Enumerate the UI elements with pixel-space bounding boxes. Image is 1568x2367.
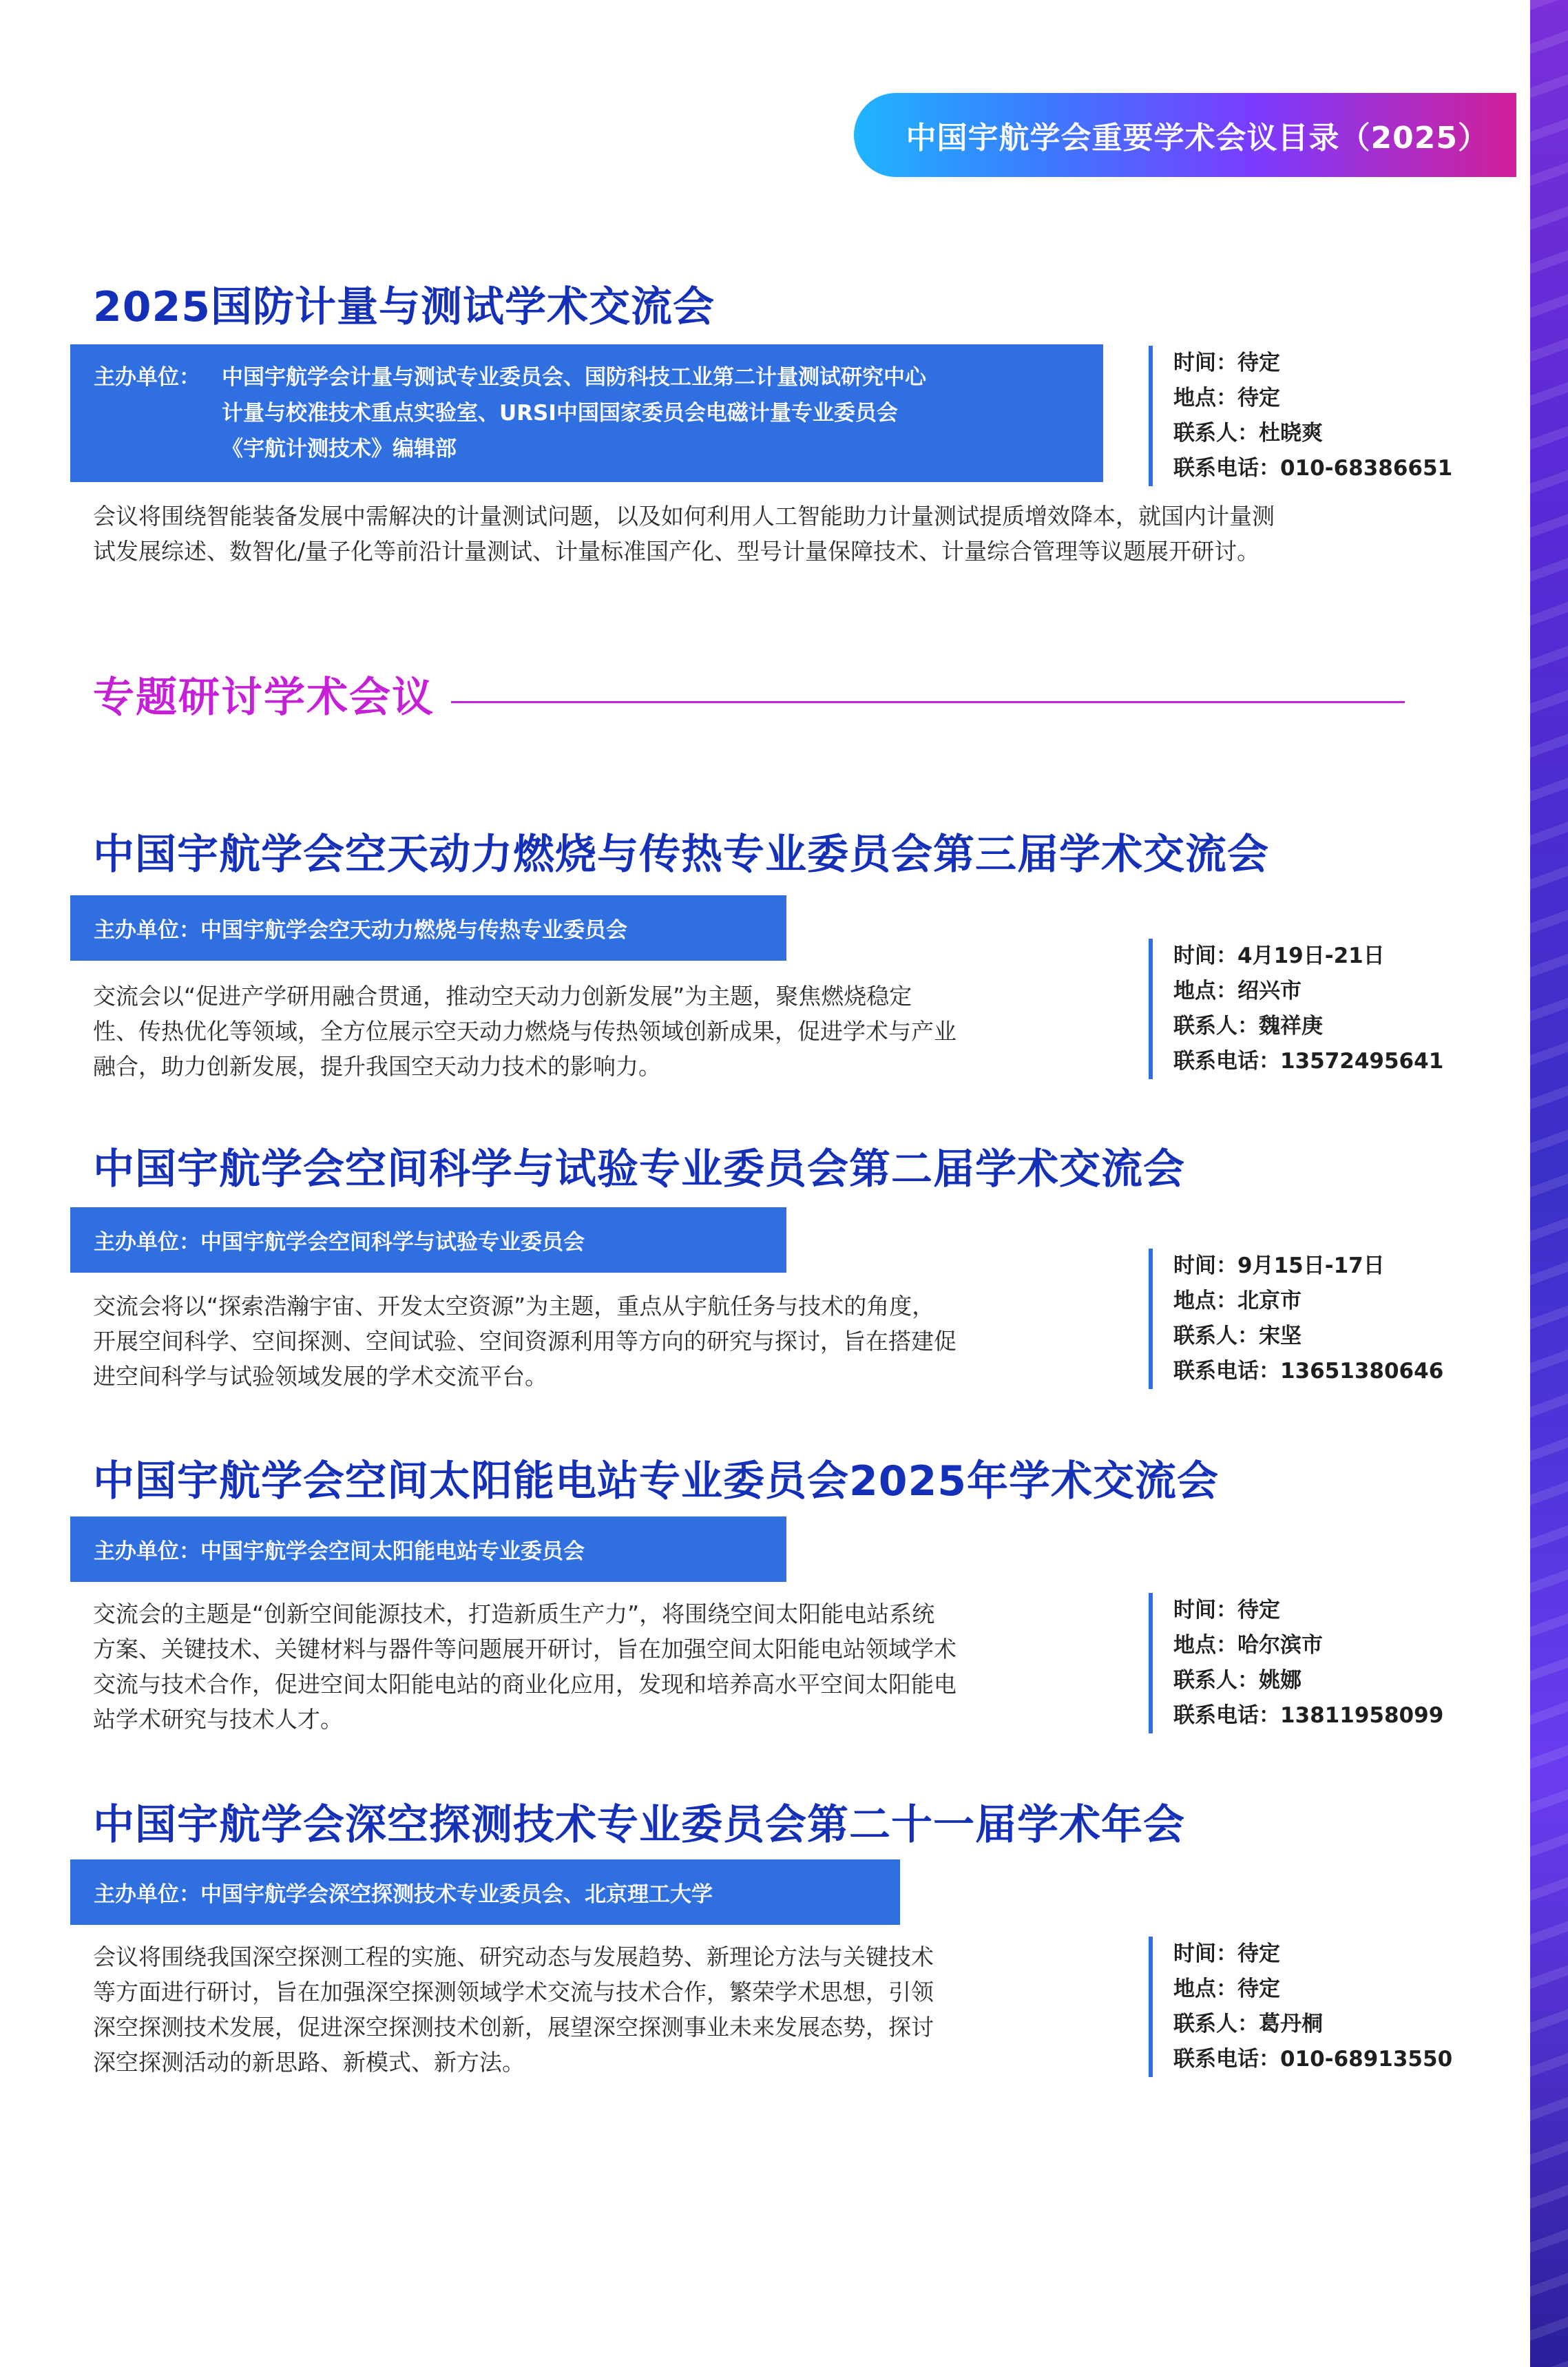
phone-text: 联系电话：010-68386651	[1173, 456, 1453, 481]
conference-description	[93, 1289, 1126, 1394]
phone-text: 联系电话：13651380646	[1173, 1359, 1444, 1384]
decorative-side-strip	[1530, 0, 1568, 2367]
contact-text: 联系人：杜晓爽	[1173, 421, 1323, 446]
time-text: 时间：4月19日-21日	[1173, 943, 1385, 968]
conference-description	[93, 979, 1126, 1084]
contact-text: 联系人：姚娜	[1173, 1668, 1302, 1693]
contact-text: 联系人：魏祥庚	[1173, 1014, 1323, 1039]
info-panel	[1149, 346, 1452, 486]
phone-text: 联系电话：13572495641	[1173, 1049, 1444, 1074]
time-text: 时间：9月15日-17日	[1173, 1253, 1385, 1278]
host-box	[70, 1207, 786, 1273]
description-line: 会议将围绕智能装备发展中需解决的计量测试问题，以及如何利用人工智能助力计量测试提质增效降本，就国内计量测	[93, 503, 1275, 530]
header-banner	[854, 93, 1516, 177]
conference-description	[93, 1596, 1126, 1737]
host-text: 主办单位：中国宇航学会深空探测技术专业委员会、北京理工大学	[94, 1882, 713, 1907]
time-text: 时间：待定	[1173, 1941, 1280, 1966]
host-line: 中国宇航学会计量与测试专业委员会、国防科技工业第二计量测试研究中心	[222, 365, 926, 390]
phone-text: 联系电话：010-68913550	[1173, 2047, 1453, 2072]
section-divider	[451, 701, 1405, 703]
place-text: 地点：待定	[1173, 1977, 1280, 2001]
host-box	[70, 1516, 786, 1582]
host-label: 主办单位：	[94, 365, 200, 390]
description-line: 会议将围绕我国深空探测工程的实施、研究动态与发展趋势、新理论方法与关键技术	[93, 1943, 934, 1970]
description-line: 站学术研究与技术人才。	[93, 1706, 343, 1733]
description-line: 交流会将以“探索浩瀚宇宙、开发太空资源”为主题，重点从宇航任务与技术的角度，	[93, 1293, 935, 1320]
conference-title: 中国宇航学会空间科学与试验专业委员会第二届学术交流会	[93, 1145, 1185, 1193]
description-line: 等方面进行研讨，旨在加强深空探测领域学术交流与技术合作，繁荣学术思想，引领	[93, 1979, 934, 2005]
host-box	[70, 344, 1103, 482]
description-line: 性、传热优化等领域，全方位展示空天动力燃烧与传热领域创新成果，促进学术与产业	[93, 1018, 957, 1045]
contact-text: 联系人：宋坚	[1173, 1324, 1302, 1348]
place-text: 地点：北京市	[1173, 1289, 1302, 1313]
info-panel	[1149, 1249, 1443, 1389]
conference-description	[93, 1939, 1126, 2080]
place-text: 地点：绍兴市	[1173, 979, 1302, 1003]
host-box	[70, 895, 786, 961]
description-line: 融合，助力创新发展，提升我国空天动力技术的影响力。	[93, 1053, 661, 1080]
host-text: 主办单位：中国宇航学会空间太阳能电站专业委员会	[94, 1539, 585, 1564]
time-text: 时间：待定	[1173, 1598, 1280, 1623]
conference-title: 2025国防计量与测试学术交流会	[93, 283, 715, 331]
description-line: 交流会以“促进产学研用融合贯通，推动空天动力创新发展”为主题，聚焦燃烧稳定	[93, 983, 912, 1010]
host-text: 主办单位：中国宇航学会空天动力燃烧与传热专业委员会	[94, 918, 627, 943]
info-panel	[1149, 939, 1443, 1079]
description-line: 试发展综述、数智化/量子化等前沿计量测试、计量标准国产化、型号计量保障技术、计量综合管理等议题展开研讨。	[93, 538, 1260, 565]
host-line: 计量与校准技术重点实验室、URSI中国国家委员会电磁计量专业委员会	[222, 401, 898, 426]
host-box	[70, 1859, 900, 1925]
host-line: 《宇航计测技术》编辑部	[222, 437, 457, 461]
time-text: 时间：待定	[1173, 351, 1280, 375]
conference-title: 中国宇航学会空天动力燃烧与传热专业委员会第三届学术交流会	[93, 831, 1269, 879]
conference-title: 中国宇航学会深空探测技术专业委员会第二十一届学术年会	[93, 1801, 1185, 1849]
description-line: 方案、关键技术、关键材料与器件等问题展开研讨，旨在加强空间太阳能电站领域学术	[93, 1636, 957, 1662]
conference-title: 中国宇航学会空间太阳能电站专业委员会2025年学术交流会	[93, 1457, 1219, 1505]
description-line: 深空探测活动的新思路、新模式、新方法。	[93, 2049, 525, 2076]
conference-description	[93, 499, 1470, 569]
info-panel	[1149, 1593, 1443, 1733]
description-line: 交流与技术合作，促进空间太阳能电站的商业化应用，发现和培养高水平空间太阳能电	[93, 1671, 957, 1698]
banner-title: 中国宇航学会重要学术会议目录（2025）	[906, 121, 1489, 156]
host-text: 主办单位：中国宇航学会空间科学与试验专业委员会	[94, 1230, 585, 1255]
place-text: 地点：待定	[1173, 386, 1280, 410]
phone-text: 联系电话：13811958099	[1173, 1703, 1444, 1728]
description-line: 交流会的主题是“创新空间能源技术，打造新质生产力”，将围绕空间太阳能电站系统	[93, 1600, 935, 1627]
description-line: 进空间科学与试验领域发展的学术交流平台。	[93, 1363, 547, 1390]
place-text: 地点：哈尔滨市	[1173, 1633, 1323, 1658]
description-line: 深空探测技术发展，促进深空探测技术创新，展望深空探测事业未来发展态势，探讨	[93, 2014, 934, 2041]
info-panel	[1149, 1937, 1452, 2077]
contact-text: 联系人：葛丹桐	[1173, 2012, 1323, 2036]
section-title: 专题研讨学术会议	[93, 674, 435, 722]
description-line: 开展空间科学、空间探测、空间试验、空间资源利用等方向的研究与探讨，旨在搭建促	[93, 1328, 957, 1355]
